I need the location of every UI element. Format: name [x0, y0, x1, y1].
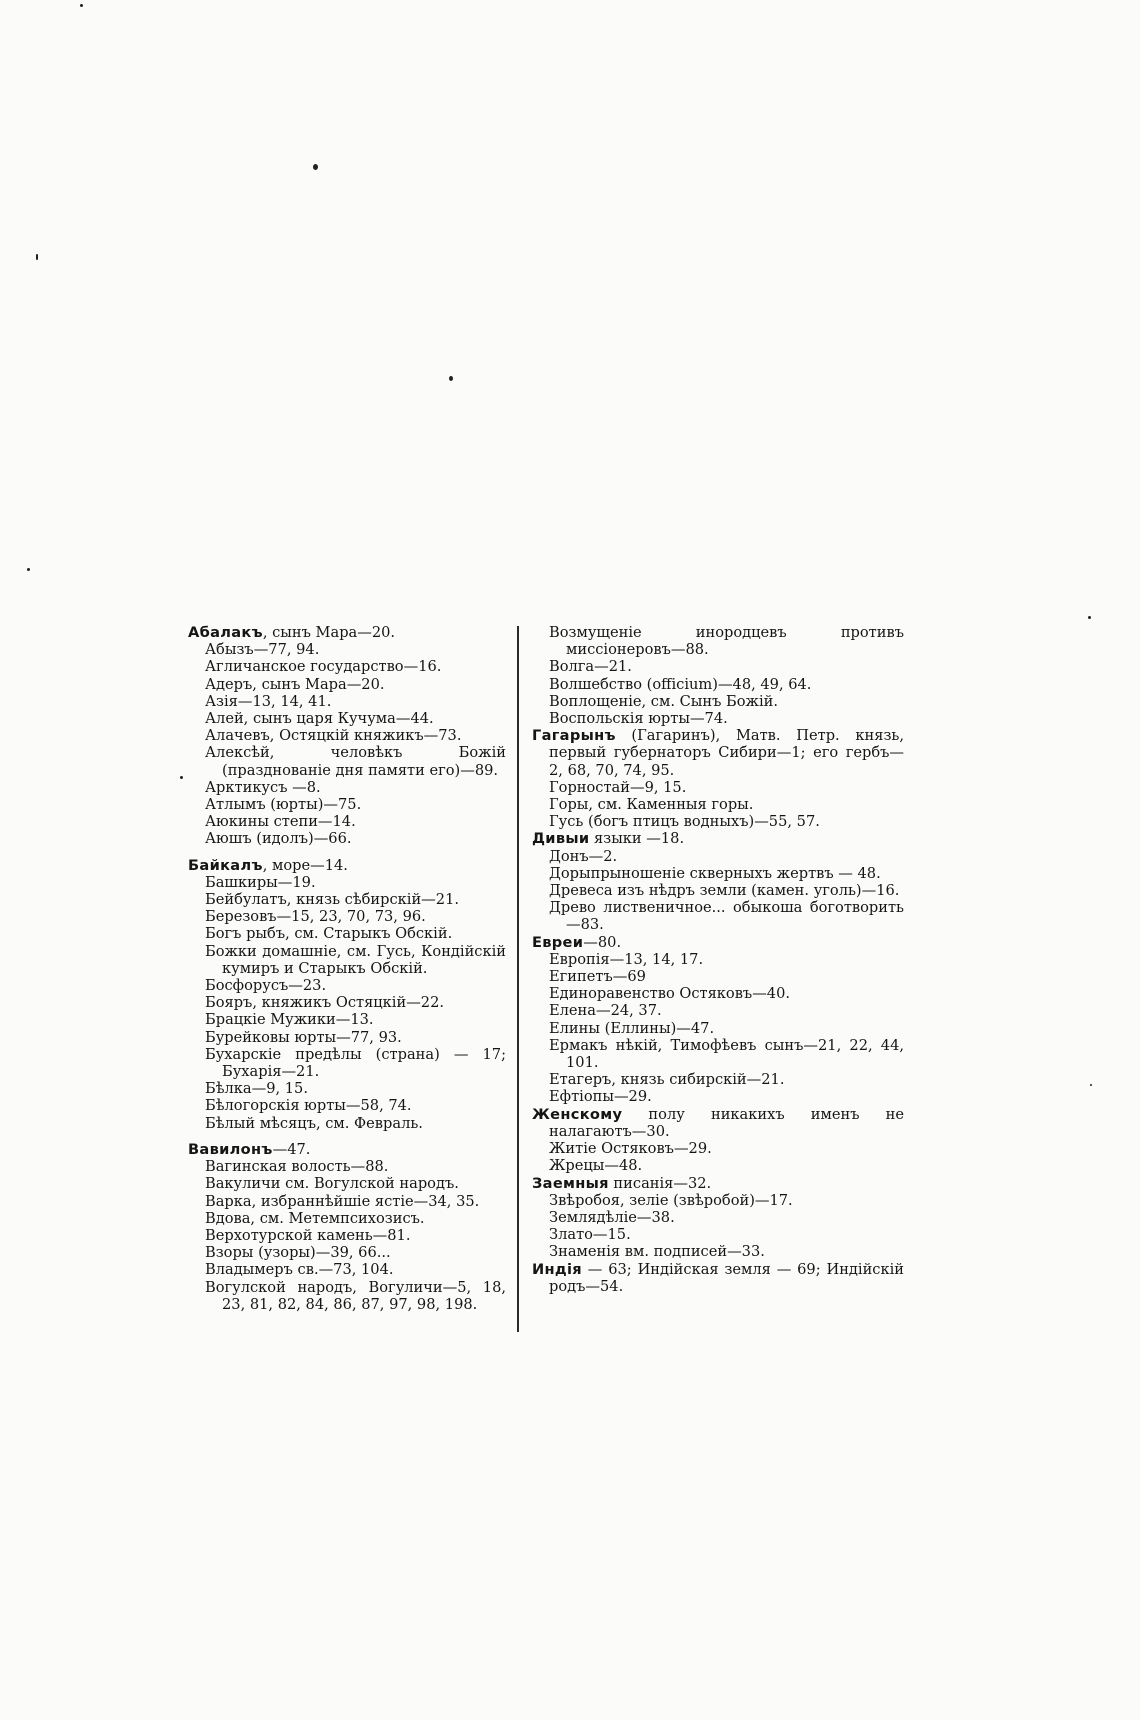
index-entry: Знаменія вм. подписей—33.: [549, 1243, 765, 1261]
index-entry: Башкиры—19.: [205, 873, 316, 891]
index-entry: Волшебство (officium)—48, 49, 64.: [549, 675, 812, 693]
entry-headword: Вавилонъ: [188, 1140, 273, 1158]
entry-headword: Заемныя: [532, 1174, 609, 1192]
entry-headword: Женскому: [532, 1105, 623, 1123]
index-entry: Азія—13, 14, 41.: [205, 692, 332, 710]
scan-speck: [1090, 1084, 1092, 1086]
index-entry: [532, 1175, 904, 1192]
entry-headword: Байкалъ: [188, 856, 263, 874]
index-entry: Жрецы—48.: [549, 1157, 643, 1175]
entry-text: , сынъ Мара—20.: [262, 624, 396, 641]
index-entry: Возмущеніе инородцевъ противъ миссіонеровъ—88.: [549, 624, 904, 659]
index-column-right: [532, 624, 904, 1295]
index-entry: Аюшъ (идолъ)—66.: [205, 830, 352, 848]
index-entry: Алачевъ, Остяцкій княжикъ—73.: [205, 727, 462, 745]
scan-speck: [449, 376, 453, 381]
index-entry: Воспольскія юрты—74.: [549, 710, 728, 728]
index-entry: Атлымъ (юрты)—75.: [205, 796, 362, 814]
scan-speck: [1088, 616, 1091, 619]
index-entry: Европія—13, 14, 17.: [549, 950, 704, 968]
index-entry: Елена—24, 37.: [549, 1002, 662, 1020]
index-entry: Горностай—9, 15.: [549, 778, 687, 796]
index-entry: Варка, избраннѣйшіе ястіе—34, 35.: [205, 1192, 480, 1210]
entry-text: полу никакихъ именъ не налагаютъ—30.: [549, 1105, 904, 1140]
index-entry: Бухарскіе предѣлы (страна) — 17; Бухарія—21.: [205, 1045, 506, 1081]
entry-headword: Евреи: [532, 933, 584, 951]
index-entry: Единоравенство Остяковъ—40.: [549, 985, 791, 1003]
index-entry: Звѣробоя, зеліе (звѣробой)—17.: [549, 1191, 793, 1209]
scan-speck: [36, 254, 38, 260]
index-entry: Алексѣй, человѣкъ Божій (празднованіе дня памяти его)—89.: [205, 744, 506, 779]
index-entry: Злато—15.: [549, 1226, 631, 1244]
index-entry: Вдова, см. Метемпсихозисъ.: [205, 1209, 425, 1227]
index-entry: Богъ рыбъ, см. Старыкъ Обскій.: [205, 925, 453, 943]
index-entry: Босфорусъ—23.: [205, 977, 327, 995]
index-entry: Бояръ, княжикъ Остяцкій—22.: [205, 994, 444, 1012]
index-entry: Бѣлка—9, 15.: [205, 1080, 308, 1098]
index-entry: Брацкіе Мужики—13.: [205, 1011, 374, 1029]
index-entry: Бейбулатъ, князь сѣбирскій—21.: [205, 891, 459, 909]
index-entry: Житіе Остяковъ—29.: [549, 1140, 712, 1158]
index-column-left: [188, 624, 506, 1313]
column-divider: [517, 626, 519, 1332]
entry-text: — 63; Индійская земля — 69; Индійскій родъ—54.: [549, 1260, 904, 1295]
entry-headword: Дивыи: [532, 830, 590, 848]
index-entry: Египетъ—69: [549, 968, 646, 986]
index-entry: Древо лиственичное... обыкоша боготворить—83.: [549, 899, 904, 934]
scan-speck: [313, 164, 318, 170]
index-entry: [532, 1106, 904, 1140]
index-entry: Древеса изъ нѣдръ земли (камен. уголь)—16.: [549, 882, 900, 900]
scan-speck: [80, 4, 83, 7]
index-entry: Аюкины степи—14.: [205, 813, 356, 831]
index-entry: Бѣлый мѣсяцъ, см. Февраль.: [205, 1114, 423, 1132]
index-entry: Взоры (узоры)—39, 66...: [205, 1244, 391, 1262]
index-entry: Донъ—2.: [549, 847, 618, 865]
index-entry: Божки домашніе, см. Гусь, Кондійскій кумиръ и Старыкъ Обскій.: [205, 942, 506, 977]
index-entry: [532, 830, 904, 847]
entry-text: —47.: [272, 1140, 311, 1158]
index-entry: Вакуличи см. Вогулской народъ.: [205, 1175, 459, 1193]
index-entry: Абызъ—77, 94.: [205, 641, 320, 659]
index-entry: [532, 934, 904, 951]
index-entry: Алей, сынъ царя Кучума—44.: [205, 710, 434, 728]
index-entry: Арктикусъ —8.: [205, 778, 321, 796]
index-page: [188, 616, 904, 1336]
index-entry: Землядѣліе—38.: [549, 1208, 675, 1226]
entry-text: языки —18.: [589, 830, 685, 848]
scan-speck: [27, 568, 30, 571]
index-entry: Вогулской народъ, Вогуличи—5, 18, 23, 81, 82, 84, 86, 87, 97, 98, 198.: [205, 1278, 506, 1313]
entry-headword: Гагарынъ: [532, 727, 616, 745]
entry-headword: Индія: [532, 1260, 582, 1278]
index-entry: Бурейковы юрты—77, 93.: [205, 1028, 402, 1046]
index-entry: [188, 1141, 506, 1158]
entry-text: —80.: [583, 933, 622, 951]
index-entry: [532, 727, 904, 779]
entry-text: , море—14.: [262, 856, 348, 874]
scan-speck: [180, 776, 183, 779]
index-entry: Гусь (богъ птицъ водныхъ)—55, 57.: [549, 813, 820, 831]
index-entry: Воплощеніе, см. Сынъ Божій.: [549, 692, 779, 710]
index-entry: Етагеръ, князь сибирскій—21.: [549, 1071, 785, 1089]
index-entry: Ефтіопы—29.: [549, 1088, 652, 1106]
index-entry: Вагинская волость—88.: [205, 1158, 389, 1176]
index-entry: Дорыпрыношеніе скверныхъ жертвъ — 48.: [549, 864, 881, 882]
index-entry: Бѣлогорскія юрты—58, 74.: [205, 1097, 412, 1115]
index-entry: Агличанское государство—16.: [205, 658, 442, 676]
index-entry: [188, 624, 506, 641]
index-entry: [532, 1261, 904, 1295]
index-entry: [188, 857, 506, 874]
entry-text: (Гагаринъ), Матв. Петр. князь, первый губернаторъ Сибири—1; его гербъ—2, 68, 70, 74, 95.: [549, 727, 904, 779]
entry-headword: Абалакъ: [188, 624, 263, 641]
index-entry: Волга—21.: [549, 658, 632, 676]
index-entry: Владымеръ св.—73, 104.: [205, 1261, 394, 1279]
index-entry: Елины (Еллины)—47.: [549, 1019, 715, 1037]
index-entry: Адеръ, сынъ Мара—20.: [205, 675, 385, 693]
index-entry: Березовъ—15, 23, 70, 73, 96.: [205, 908, 426, 926]
index-entry: Горы, см. Каменныя горы.: [549, 796, 754, 814]
index-entry: Ермакъ нѣкій, Тимофѣевъ сынъ—21, 22, 44, 101.: [549, 1036, 904, 1072]
entry-text: писанія—32.: [608, 1174, 712, 1192]
index-entry: Верхотурской камень—81.: [205, 1226, 411, 1244]
